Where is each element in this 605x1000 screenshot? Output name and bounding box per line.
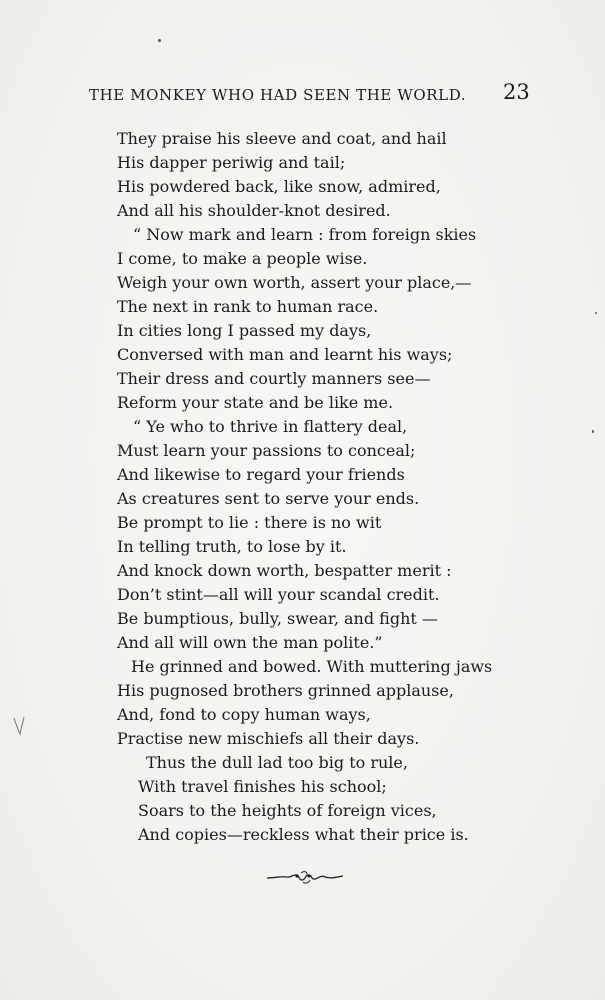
poem-line: Soars to the heights of foreign vices, bbox=[138, 801, 437, 820]
poem-line: And knock down worth, bespatter merit : bbox=[117, 561, 452, 580]
poem-line: Be prompt to lie : there is no wit bbox=[117, 513, 382, 532]
poem-line: The next in rank to human race. bbox=[117, 297, 379, 316]
poem-line: And, fond to copy human ways, bbox=[117, 705, 371, 724]
poem-line: He grinned and bowed. With muttering jaws bbox=[131, 657, 493, 676]
poem-line: “ Now mark and learn : from foreign skies bbox=[133, 225, 477, 244]
page-number: 23 bbox=[503, 80, 530, 104]
margin-pencil-mark bbox=[12, 714, 26, 738]
poem-line: Be bumptious, bully, swear, and fight — bbox=[117, 609, 438, 628]
paper-speck bbox=[595, 312, 597, 314]
poem-line: His dapper periwig and tail; bbox=[117, 153, 346, 172]
poem-line: And copies—reckless what their price is. bbox=[138, 825, 469, 844]
poem-line: In cities long I passed my days, bbox=[117, 321, 372, 340]
poem-line: Weigh your own worth, assert your place,— bbox=[117, 273, 472, 292]
poem-line: And likewise to regard your friends bbox=[117, 465, 405, 484]
poem-line: Their dress and courtly manners see— bbox=[117, 369, 431, 388]
poem-line: In telling truth, to lose by it. bbox=[117, 537, 347, 556]
poem-line: Must learn your passions to conceal; bbox=[117, 441, 416, 460]
poem-line: “ Ye who to thrive in flattery deal, bbox=[133, 417, 408, 436]
poem-line: I come, to make a people wise. bbox=[117, 249, 368, 268]
poem-line: And all will own the man polite.” bbox=[117, 633, 383, 652]
poem-line: Don’t stint—all will your scandal credit. bbox=[117, 585, 440, 604]
running-head: THE MONKEY WHO HAD SEEN THE WORLD. bbox=[89, 86, 467, 104]
poem-line: As creatures sent to serve your ends. bbox=[117, 489, 420, 508]
poem-line: Practise new mischiefs all their days. bbox=[117, 729, 420, 748]
poem-line: And all his shoulder-knot desired. bbox=[117, 201, 391, 220]
paper-speck bbox=[158, 39, 161, 42]
poem-line: With travel finishes his school; bbox=[138, 777, 387, 796]
poem-line: Thus the dull lad too big to rule, bbox=[146, 753, 408, 772]
paper-speck bbox=[592, 430, 594, 433]
poem-line: His powdered back, like snow, admired, bbox=[117, 177, 441, 196]
poem-line: Reform your state and be like me. bbox=[117, 393, 394, 412]
poem-line: They praise his sleeve and coat, and hail bbox=[117, 129, 447, 148]
poem-line: Conversed with man and learnt his ways; bbox=[117, 345, 453, 364]
poem-line: His pugnosed brothers grinned applause, bbox=[117, 681, 454, 700]
page-header bbox=[0, 80, 605, 110]
tailpiece-ornament bbox=[265, 870, 345, 884]
